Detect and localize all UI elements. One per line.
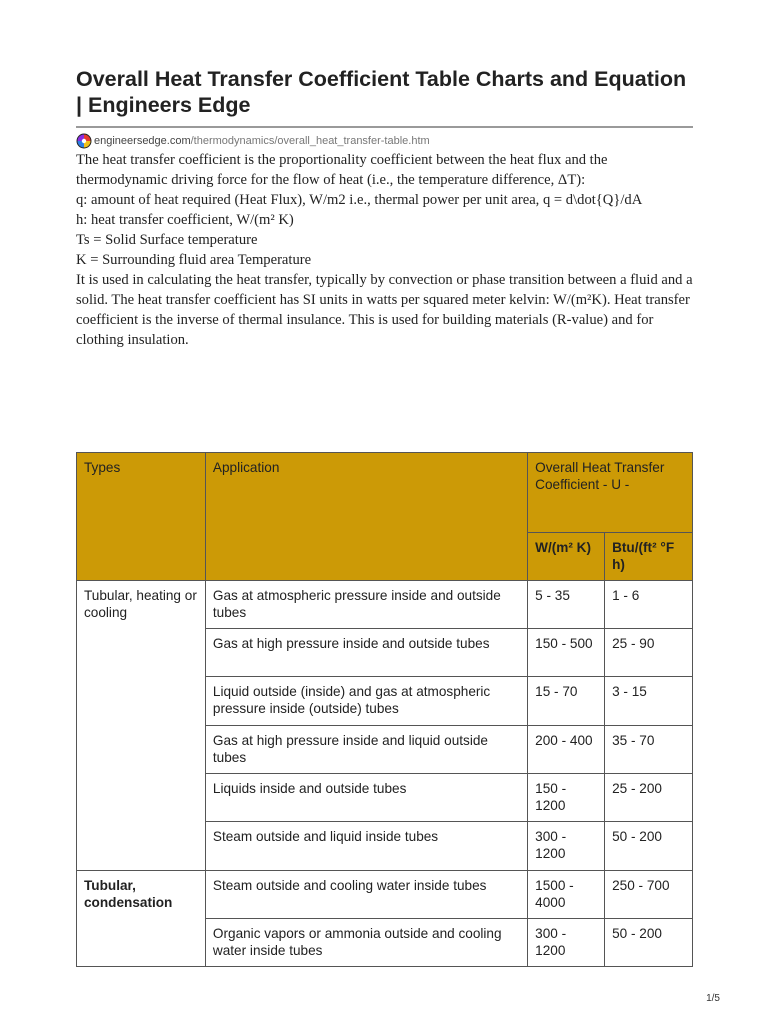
page-number: 1/5	[706, 993, 720, 1004]
cell-imp: 250 - 700	[605, 871, 693, 919]
source-path[interactable]: /thermodynamics/overall_heat_transfer-table.htm	[190, 135, 430, 147]
cell-type	[77, 919, 206, 967]
cell-type	[77, 822, 206, 871]
cell-application: Liquid outside (inside) and gas at atmospheric pressure inside (outside) tubes	[205, 677, 527, 726]
cell-imp: 50 - 200	[605, 822, 693, 871]
heat-transfer-table	[76, 452, 693, 967]
source-site[interactable]: engineersedge.com	[94, 135, 191, 147]
cell-imp: 35 - 70	[605, 726, 693, 774]
table-row	[77, 822, 693, 871]
cell-type	[77, 726, 206, 774]
table-row	[77, 677, 693, 726]
header-overall-coefficient: Overall Heat Transfer Coefficient - U -	[528, 453, 693, 533]
cell-si: 5 - 35	[528, 581, 605, 629]
cell-si: 300 - 1200	[528, 822, 605, 871]
table-row	[77, 726, 693, 774]
source-line	[76, 132, 693, 150]
table-row	[77, 871, 693, 919]
cell-application: Steam outside and cooling water inside tubes	[205, 871, 527, 919]
table-row	[77, 581, 693, 629]
cell-type	[77, 629, 206, 677]
cell-si: 200 - 400	[528, 726, 605, 774]
definition-line: h: heat transfer coefficient, W/(m² K)	[76, 212, 294, 228]
cell-si: 1500 - 4000	[528, 871, 605, 919]
cell-si: 150 - 1200	[528, 774, 605, 822]
cell-type	[77, 774, 206, 822]
cell-imp: 3 - 15	[605, 677, 693, 726]
cell-application: Steam outside and liquid inside tubes	[205, 822, 527, 871]
table-header-row	[77, 453, 693, 533]
header-types: Types	[77, 453, 206, 581]
cell-type: Tubular, condensation	[77, 871, 206, 919]
engineers-edge-logo-icon	[76, 133, 92, 149]
cell-imp: 25 - 200	[605, 774, 693, 822]
table-row	[77, 629, 693, 677]
definitions-paragraph	[76, 190, 693, 270]
usage-paragraph: It is used in calculating the heat transfer, typically by convection or phase transition between a fluid and a solid. The heat transfer coefficient has SI units in watts per squared meter kelvin: W/(m²K). Heat transfer coefficient is the inverse of thermal insulance. This is used for building materials (R-value) and for clothing insulation.	[76, 272, 693, 348]
header-imperial-unit: Btu/(ft² °F h)	[605, 533, 693, 581]
cell-si: 15 - 70	[528, 677, 605, 726]
cell-imp: 25 - 90	[605, 629, 693, 677]
table-row	[77, 919, 693, 967]
cell-imp: 1 - 6	[605, 581, 693, 629]
page-title: Overall Heat Transfer Coefficient Table Charts and Equation | Engineers Edge	[76, 67, 687, 117]
intro-paragraph: The heat transfer coefficient is the proportionality coefficient between the heat flux and the thermodynamic driving force for the flow of heat (i.e., the temperature difference, ΔT):	[76, 152, 608, 188]
cell-application: Organic vapors or ammonia outside and cooling water inside tubes	[205, 919, 527, 967]
cell-application: Gas at atmospheric pressure inside and outside tubes	[205, 581, 527, 629]
cell-application: Gas at high pressure inside and liquid outside tubes	[205, 726, 527, 774]
cell-si: 150 - 500	[528, 629, 605, 677]
title-divider	[76, 126, 693, 128]
cell-application: Liquids inside and outside tubes	[205, 774, 527, 822]
cell-type: Tubular, heating or cooling	[77, 581, 206, 629]
header-application: Application	[205, 453, 527, 581]
cell-application: Gas at high pressure inside and outside tubes	[205, 629, 527, 677]
definition-line: K = Surrounding fluid area Temperature	[76, 252, 312, 268]
cell-type	[77, 677, 206, 726]
table-row	[77, 774, 693, 822]
cell-si: 300 - 1200	[528, 919, 605, 967]
header-si-unit: W/(m² K)	[528, 533, 605, 581]
cell-imp: 50 - 200	[605, 919, 693, 967]
definition-line: Ts = Solid Surface temperature	[76, 232, 258, 248]
document-page	[76, 66, 693, 958]
definition-line: q: amount of heat required (Heat Flux), W/m2 i.e., thermal power per unit area, q = d\dot{Q}/dA	[76, 192, 643, 208]
